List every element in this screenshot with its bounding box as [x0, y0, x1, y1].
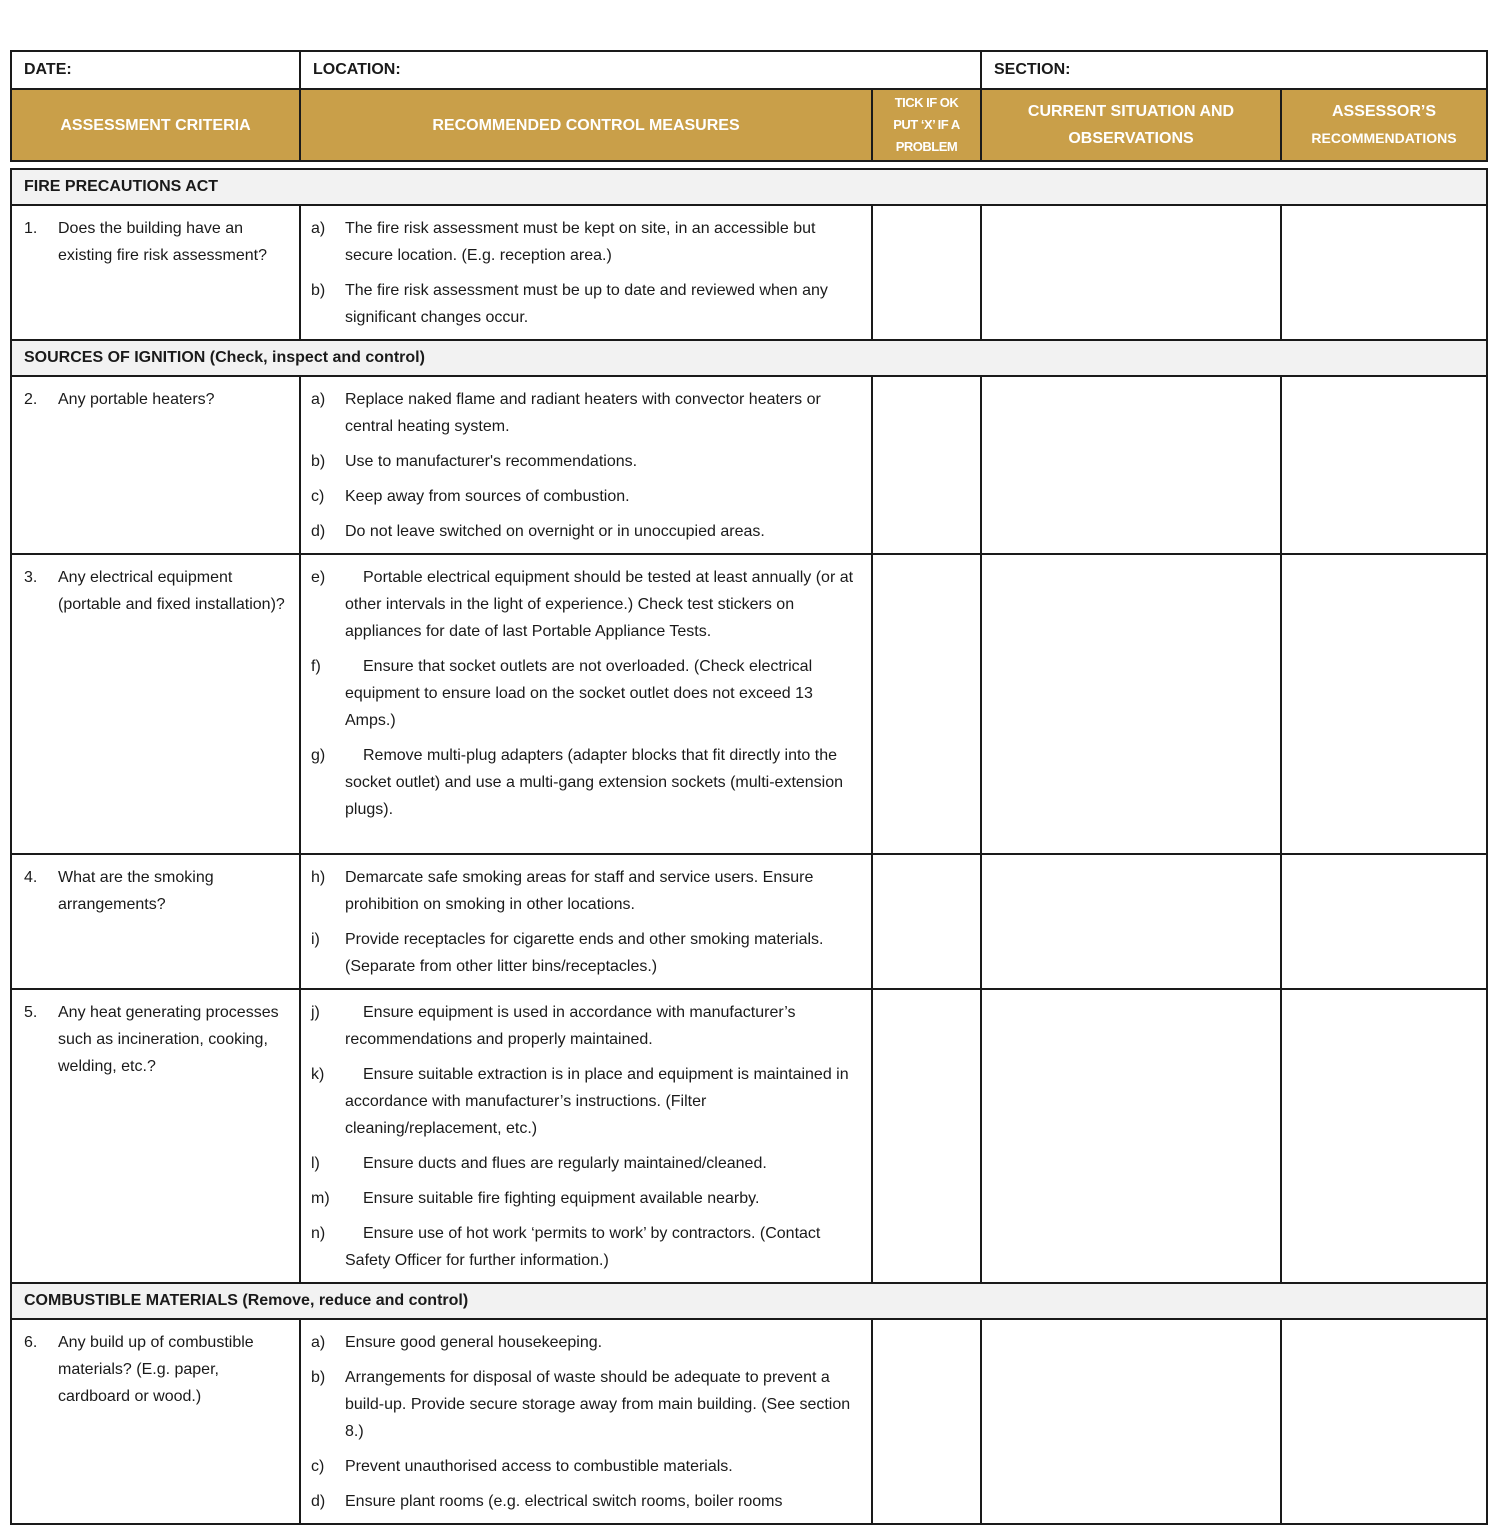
col-tick-line-3: PROBLEM [895, 139, 958, 154]
location-label: LOCATION: [313, 61, 401, 78]
list-item [311, 1220, 861, 1274]
table-row [11, 205, 1487, 340]
section-combustible-materials [11, 1283, 1487, 1319]
recommendations-cell[interactable] [1281, 1319, 1487, 1524]
tick-cell[interactable] [872, 989, 981, 1283]
item-text: Replace naked flame and radiant heaters with convector heaters or central heating system. [345, 391, 821, 435]
item-text: Ensure plant rooms (e.g. electrical switch rooms, boiler rooms [345, 1493, 783, 1510]
item-label: b) [311, 1369, 326, 1386]
question-number: 3. [24, 569, 38, 586]
header-row [11, 51, 1487, 89]
observations-cell[interactable] [981, 554, 1281, 854]
tick-cell[interactable] [872, 1319, 981, 1524]
item-label: d) [311, 523, 326, 540]
table-row [11, 1319, 1487, 1524]
item-label: e) [311, 569, 326, 586]
criteria-cell [11, 989, 300, 1283]
date-label: DATE: [24, 61, 72, 78]
table-row [11, 854, 1487, 989]
section-title: COMBUSTIBLE MATERIALS (Remove, reduce and control) [11, 1283, 1487, 1319]
criteria-cell [11, 376, 300, 554]
item-label: f) [311, 658, 321, 675]
list-item [311, 448, 861, 475]
list-item [311, 1185, 861, 1212]
section-fire-precautions [11, 169, 1487, 205]
item-label: c) [311, 488, 325, 505]
item-text: Ensure good general housekeeping. [345, 1334, 603, 1351]
list-item [311, 653, 861, 734]
col-situation-line-1: CURRENT SITUATION AND [1027, 103, 1235, 120]
location-field[interactable] [300, 51, 981, 89]
item-text: Ensure suitable fire fighting equipment available nearby. [363, 1190, 760, 1207]
item-label: a) [311, 220, 326, 237]
list-item [311, 1329, 861, 1356]
recommendations-cell[interactable] [1281, 854, 1487, 989]
recommendations-cell[interactable] [1281, 554, 1487, 854]
col-tick [872, 89, 981, 161]
item-text: Do not leave switched on overnight or in unoccupied areas. [345, 523, 765, 540]
section-field[interactable] [981, 51, 1487, 89]
item-label: a) [311, 391, 326, 408]
list-item [311, 564, 861, 645]
table-row [11, 989, 1487, 1283]
column-header-row [11, 89, 1487, 161]
question-number: 6. [24, 1334, 38, 1351]
observations-cell[interactable] [981, 989, 1281, 1283]
criteria-cell [11, 554, 300, 854]
item-text: Keep away from sources of combustion. [345, 488, 630, 505]
item-text: Remove multi-plug adapters (adapter blocks that fit directly into the socket outlet) and use a multi-gang extension sockets (multi-extension plugs). [345, 747, 844, 818]
observations-cell[interactable] [981, 376, 1281, 554]
observations-cell[interactable] [981, 854, 1281, 989]
item-text: Demarcate safe smoking areas for staff and service users. Ensure prohibition on smoking in other locations. [345, 869, 814, 913]
list-item [311, 483, 861, 510]
col-recommend-line-2: RECOMMENDATIONS [1311, 130, 1457, 146]
item-text: Ensure use of hot work ‘permits to work’ by contractors. (Contact Safety Officer for further information.) [345, 1225, 821, 1269]
question-text: Any portable heaters? [58, 391, 215, 408]
section-title: FIRE PRECAUTIONS ACT [11, 169, 1487, 205]
measures-cell [300, 205, 872, 340]
list-item [311, 1364, 861, 1445]
table-row [11, 554, 1487, 854]
recommendations-cell[interactable] [1281, 989, 1487, 1283]
criteria-cell [11, 205, 300, 340]
tick-cell[interactable] [872, 376, 981, 554]
date-field[interactable] [11, 51, 300, 89]
table-row [11, 376, 1487, 554]
question-text: Any heat generating processes such as incineration, cooking, welding, etc.? [58, 1004, 279, 1075]
measures-cell [300, 554, 872, 854]
col-tick-line-2: PUT ‘X’ IF A [893, 117, 960, 132]
list-item [311, 926, 861, 980]
recommendations-cell[interactable] [1281, 376, 1487, 554]
spacer-row [11, 161, 1487, 169]
item-text: Ensure equipment is used in accordance with manufacturer’s recommendations and properly maintained. [345, 1004, 796, 1048]
question-number: 5. [24, 1004, 38, 1021]
fire-risk-assessment-table [10, 50, 1488, 1525]
section-sources-of-ignition [11, 340, 1487, 376]
question-text: What are the smoking arrangements? [58, 869, 214, 913]
item-text: The fire risk assessment must be up to date and reviewed when any significant changes occur. [345, 282, 828, 326]
item-label: i) [311, 931, 320, 948]
measures-cell [300, 989, 872, 1283]
section-label: SECTION: [994, 61, 1071, 78]
list-item [311, 742, 861, 823]
tick-cell[interactable] [872, 554, 981, 854]
item-label: b) [311, 453, 326, 470]
criteria-cell [11, 854, 300, 989]
observations-cell[interactable] [981, 205, 1281, 340]
item-label: j) [311, 1004, 320, 1021]
item-text: Prevent unauthorised access to combustible materials. [345, 1458, 733, 1475]
item-label: c) [311, 1458, 325, 1475]
question-text: Any build up of combustible materials? (E.g. paper, cardboard or wood.) [58, 1334, 254, 1405]
list-item [311, 999, 861, 1053]
item-text: Arrangements for disposal of waste should be adequate to prevent a build-up. Provide secure storage away from main building. (See section 8.) [345, 1369, 851, 1440]
item-label: d) [311, 1493, 326, 1510]
measures-cell [300, 854, 872, 989]
item-text: Use to manufacturer's recommendations. [345, 453, 638, 470]
item-label: l) [311, 1155, 320, 1172]
item-label: k) [311, 1066, 325, 1083]
question-number: 2. [24, 391, 38, 408]
list-item [311, 1061, 861, 1142]
item-text: Provide receptacles for cigarette ends and other smoking materials. (Separate from other litter bins/receptacles.) [345, 931, 824, 975]
item-label: h) [311, 869, 326, 886]
item-label: b) [311, 282, 326, 299]
item-label: m) [311, 1190, 330, 1207]
col-recommend-line-1: ASSESSOR’S [1331, 103, 1437, 120]
section-title: SOURCES OF IGNITION (Check, inspect and control) [11, 340, 1487, 376]
measures-cell [300, 1319, 872, 1524]
item-text: Ensure ducts and flues are regularly maintained/cleaned. [363, 1155, 767, 1172]
question-text: Any electrical equipment (portable and fixed installation)? [58, 569, 285, 613]
item-text: Portable electrical equipment should be tested at least annually (or at other intervals in the light of experience.) Check test stickers on appliances for date of last Portable Appliance Tests. [345, 569, 854, 640]
item-label: n) [311, 1225, 326, 1242]
list-item [311, 386, 861, 440]
item-text: Ensure that socket outlets are not overloaded. (Check electrical equipment to ensure load on the socket outlet does not exceed 13 Amps.) [345, 658, 813, 729]
list-item [311, 215, 861, 269]
list-item [311, 864, 861, 918]
measures-cell [300, 376, 872, 554]
item-label: g) [311, 747, 326, 764]
tick-cell[interactable] [872, 854, 981, 989]
list-item [311, 518, 861, 545]
col-assessor-recommendations [1281, 89, 1487, 161]
col-tick-line-1: TICK IF OK [894, 95, 959, 110]
list-item [311, 1488, 861, 1515]
col-recommended-measures: RECOMMENDED CONTROL MEASURES [300, 89, 872, 161]
col-current-situation [981, 89, 1281, 161]
item-text: Ensure suitable extraction is in place and equipment is maintained in accordance with manufacturer’s instructions. (Filter cleaning/replacement, etc.) [345, 1066, 849, 1137]
list-item [311, 1453, 861, 1480]
list-item [311, 1150, 861, 1177]
col-assessment-criteria: ASSESSMENT CRITERIA [11, 89, 300, 161]
question-number: 4. [24, 869, 38, 886]
observations-cell[interactable] [981, 1319, 1281, 1524]
recommendations-cell[interactable] [1281, 205, 1487, 340]
question-number: 1. [24, 220, 38, 237]
item-text: The fire risk assessment must be kept on site, in an accessible but secure location. (E.g. reception area.) [345, 220, 816, 264]
tick-cell[interactable] [872, 205, 981, 340]
criteria-cell [11, 1319, 300, 1524]
list-item [311, 277, 861, 331]
question-text: Does the building have an existing fire risk assessment? [58, 220, 267, 264]
col-situation-line-2: OBSERVATIONS [1068, 130, 1194, 147]
item-label: a) [311, 1334, 326, 1351]
